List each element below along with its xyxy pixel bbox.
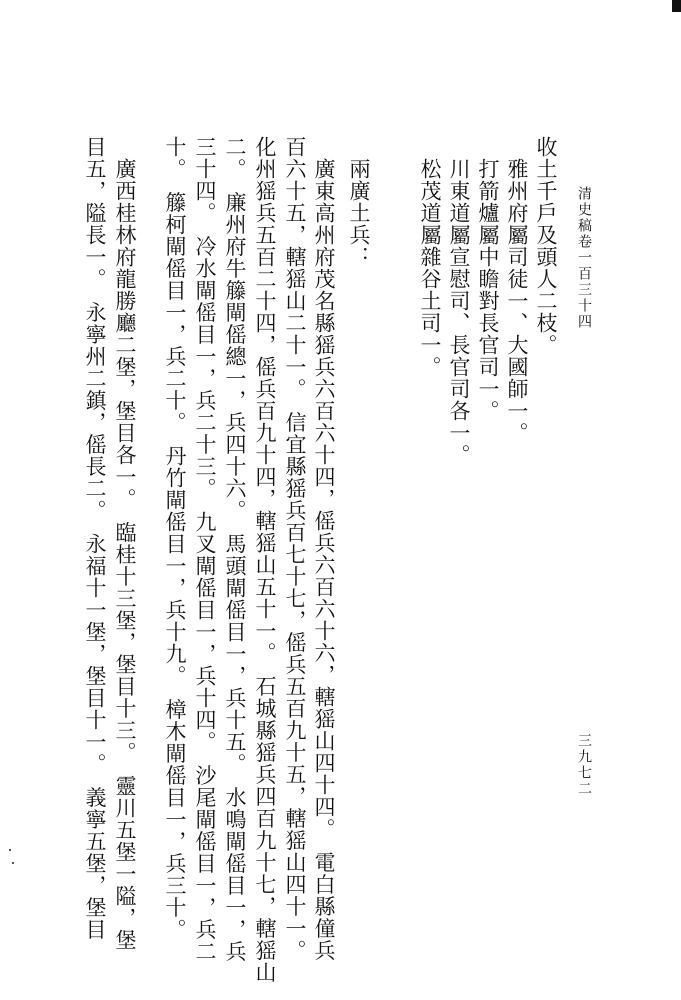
scan-speck [12, 862, 14, 864]
text-column: 收土千戶及頭人二枝。 [534, 136, 558, 356]
text-column: 廣東高州府茂名縣猺兵六百六十四，傜兵六百六十六，轄猺山四十四。 電白縣僮兵 [312, 136, 336, 962]
section-heading: 兩廣土兵： [347, 136, 371, 268]
text-column: 目五，隘長一。 永寧州二鎮，傜長二。 永福十一堡，堡目十一。 義寧五堡，堡目 [83, 136, 107, 941]
text-column: 二。 廉州府牛籐閘傜總一，兵四十六。 馬頭閘傜目一，兵十五。 水鳴閘傜目一，兵 [223, 136, 247, 963]
text-column: 打箭爐屬中瞻對長官司一。 [476, 136, 500, 422]
text-column: 十。 籐柯閘傜目一，兵二十。 丹竹閘傜目一，兵十九。 樟木閘傜目一，兵三十。 [163, 136, 187, 941]
scan-edge-mark [672, 0, 681, 12]
text-column: 百六十五，轄猺山二十一。 信宜縣猺兵百七十七，傜兵五百九十五，轄猺山四十一。 [283, 136, 307, 973]
text-column: 松茂道屬雜谷土司一。 [418, 136, 442, 378]
text-column: 廣西桂林府龍勝廳二堡，堡目各一。 臨桂十三堡，堡目十三。 靈川五堡一隘，堡 [113, 136, 137, 951]
page-number: 三九七二 [576, 733, 592, 797]
running-header: 清史稿卷一百三十四 [576, 186, 592, 330]
text-column: 川東道屬宣慰司、長官司各一。 [447, 136, 471, 466]
scan-speck [9, 849, 11, 851]
text-column: 三十四。 冷水閘傜目一，兵二十三。 九叉閘傜目一，兵十四。 沙尾閘傜目一，兵二 [193, 136, 217, 963]
text-column: 雅州府屬司徒一、大國師一。 [505, 136, 529, 444]
text-column: 化州猺兵五百二十四，傜兵百九十四，轄猺山五十一。 石城縣猺兵四百九十七，轄猺山 [253, 136, 277, 984]
